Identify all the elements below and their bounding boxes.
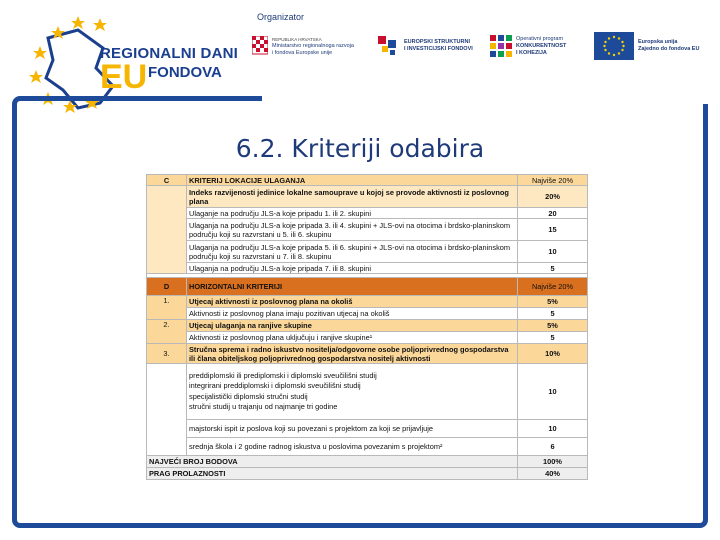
c-row-5-value: 5 bbox=[518, 263, 588, 274]
logo-eu: EU bbox=[100, 58, 148, 96]
slide-title-text: 6.2. Kriteriji odabira bbox=[235, 134, 485, 163]
d-item-2-text: Utjecaj ulaganja na ranjive skupine bbox=[187, 320, 518, 332]
d-item-3-sub-2-value: 10 bbox=[518, 420, 588, 438]
d-item-2-value: 5% bbox=[518, 320, 588, 332]
c-row-5-text: Ulaganja na području JLS-a koje pripada 7. ili 8. skupini bbox=[187, 263, 518, 274]
partner-op-konkurentnost bbox=[490, 28, 590, 64]
d-item-2 bbox=[147, 320, 588, 332]
total-max-label: NAJVEĆI BROJ BODOVA bbox=[147, 456, 518, 468]
c-row-3-text: Ulaganja na području JLS-a koje pripada 3. ili 4. skupini + JLS-ovi na otocima i brdsko-planinskom području koji su razvrstani u 5. ili 6. skupinu bbox=[187, 219, 518, 241]
d-item-1-num: 1. bbox=[147, 296, 187, 320]
c-row-2-value: 20 bbox=[518, 208, 588, 219]
section-c-label: KRITERIJ LOKACIJE ULAGANJA bbox=[187, 175, 518, 186]
table-row bbox=[147, 208, 588, 219]
partner-esi-fondovi bbox=[376, 28, 486, 64]
c-row-2-text: Ulaganje na području JLS-a koje pripadu 1. ili 2. skupini bbox=[187, 208, 518, 219]
section-d-header bbox=[147, 278, 588, 296]
partner-2-line-2: I INVESTICIJSKI FONDOVI bbox=[404, 46, 473, 52]
partner-4-line-2: Zajedno do fondova EU bbox=[638, 46, 700, 52]
d-item-1 bbox=[147, 296, 588, 308]
c-row-3-value: 15 bbox=[518, 219, 588, 241]
d-item-3-num: 3. bbox=[147, 344, 187, 364]
d-item-2-sub-1-value: 5 bbox=[518, 332, 588, 344]
partner-ministarstvo bbox=[252, 28, 372, 64]
c-row-1-value: 20% bbox=[518, 186, 588, 208]
d-item-1-sub-1-value: 5 bbox=[518, 308, 588, 320]
d-item-3-text: Stručna sprema i radno iskustvo nositelja/odgovorne osobe poljoprivrednog gospodarstva ili člana obiteljskog poljoprivrednog gospodarstva nositelj aktivnosti bbox=[187, 344, 518, 364]
total-threshold-label: PRAG PROLAZNOSTI bbox=[147, 468, 518, 480]
d-item-3-spacer bbox=[147, 364, 187, 456]
d-item-1-text: Utjecaj aktivnosti iz poslovnog plana na okoliš bbox=[187, 296, 518, 308]
table-row bbox=[147, 263, 588, 274]
d-item-3-sub-1-value: 10 bbox=[518, 364, 588, 420]
d-item-1-sub-1-text: Aktivnosti iz poslovnog plana imaju pozitivan utjecaj na okoliš bbox=[187, 308, 518, 320]
d-item-3-value: 10% bbox=[518, 344, 588, 364]
section-d-label: HORIZONTALNI KRITERIJI bbox=[187, 278, 518, 296]
partner-1-line-1: REPUBLIKA HRVATSKA bbox=[272, 36, 322, 42]
table-row bbox=[147, 219, 588, 241]
d-item-3-sub-3-value: 6 bbox=[518, 438, 588, 456]
total-row-max bbox=[147, 456, 588, 468]
section-c-spacer bbox=[147, 186, 187, 274]
c-row-1-text: Indeks razvijenosti jedinice lokalne samouprave u kojoj se provode aktivnosti iz poslovnog plana bbox=[187, 186, 518, 208]
table-row bbox=[147, 241, 588, 263]
d-item-3-sub-2-text: majstorski ispit iz poslova koji su povezani s projektom za koji se prijavljuje bbox=[187, 420, 518, 438]
organizator-label: Organizator bbox=[257, 12, 305, 22]
partner-1-line-3: i fondova Europske unije bbox=[272, 49, 333, 56]
partner-1-line-2: Ministarstvo regionalnoga razvoja bbox=[272, 42, 354, 49]
table-row bbox=[147, 332, 588, 344]
section-c-header bbox=[147, 175, 588, 186]
section-d-max: Najviše 20% bbox=[518, 278, 588, 296]
slide-title bbox=[0, 134, 720, 163]
partner-4-line-1: Europska unija bbox=[638, 39, 678, 45]
criteria-table bbox=[146, 174, 588, 480]
partner-3-line-3: I KOHEZIJA bbox=[516, 49, 547, 56]
d-item-2-num: 2. bbox=[147, 320, 187, 344]
c-row-4-value: 10 bbox=[518, 241, 588, 263]
table-row bbox=[147, 364, 588, 420]
table-row bbox=[147, 438, 588, 456]
esi-funds-logo-icon bbox=[376, 34, 400, 58]
partner-2-line-1: EUROPSKI STRUKTURNI bbox=[404, 39, 471, 45]
op-kik-logo-icon bbox=[490, 35, 512, 57]
section-c-max: Najviše 20% bbox=[518, 175, 588, 186]
d-item-3-sub-3-text: srednja škola i 2 godine radnog iskustva u poslovima povezanim s projektom² bbox=[187, 438, 518, 456]
frame-gap bbox=[262, 90, 720, 104]
d-item-3 bbox=[147, 344, 588, 364]
section-c-code: C bbox=[147, 175, 187, 186]
table-row bbox=[147, 420, 588, 438]
partner-3-line-2: KONKURENTNOST bbox=[516, 42, 567, 49]
section-d-code: D bbox=[147, 278, 187, 296]
eu-flag-icon bbox=[594, 32, 634, 60]
c-row-4-text: Ulaganja na području JLS-a koje pripada 5. ili 6. skupini + JLS-ovi na otocima i brdsko-planinskom području koji su razvrstani u 7. ili 8. skupinu bbox=[187, 241, 518, 263]
total-threshold-value: 40% bbox=[518, 468, 588, 480]
table-row bbox=[147, 308, 588, 320]
croatia-coat-of-arms-icon bbox=[252, 36, 268, 56]
logo-fondova: FONDOVA bbox=[148, 64, 222, 81]
d-item-3-sub-1-text: preddiplomski ili prediplomski i diplomski sveučilišni studij integrirani preddiplomski i diplomski sveučilišni studij specijalistički diplomski stručni studij stručni studij u trajanju od najmanje tri godine bbox=[187, 364, 518, 420]
total-row-threshold bbox=[147, 468, 588, 480]
d-item-2-sub-1-text: Aktivnosti iz poslovnog plana uključuju i ranjive skupine¹ bbox=[187, 332, 518, 344]
total-max-value: 100% bbox=[518, 456, 588, 468]
table-row bbox=[147, 186, 588, 208]
partner-europska-unija bbox=[594, 28, 714, 64]
d-item-1-value: 5% bbox=[518, 296, 588, 308]
partner-3-line-1: Operativni program bbox=[516, 35, 564, 42]
logo-regionalni-dani: REGIONALNI DANI bbox=[100, 45, 238, 62]
